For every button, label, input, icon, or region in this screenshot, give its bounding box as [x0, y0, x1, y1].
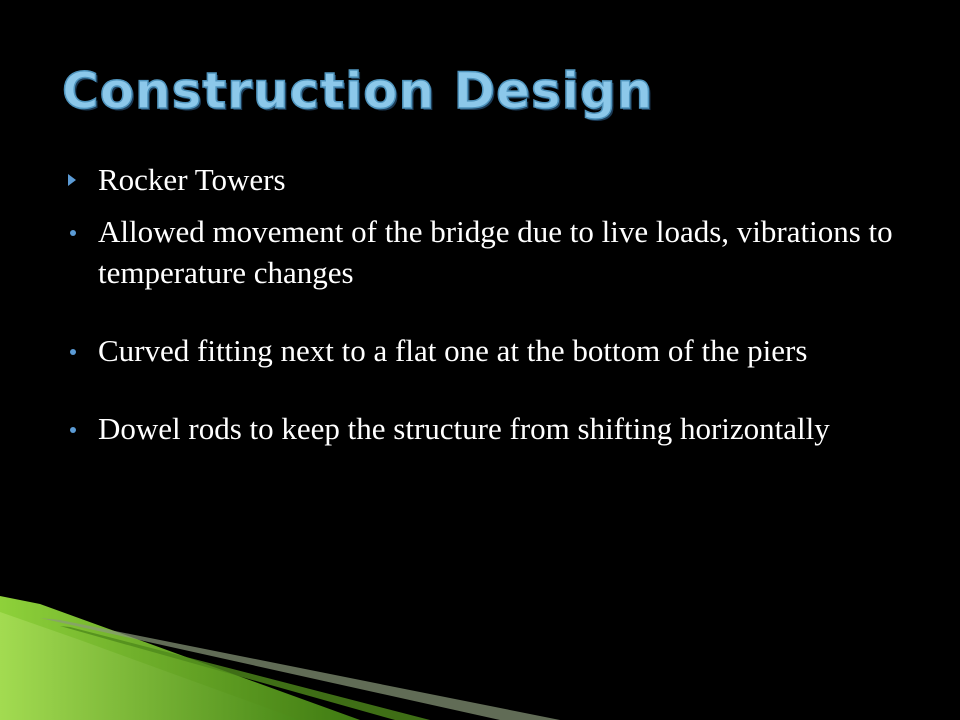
- bullet-item: [68, 160, 898, 200]
- bullet-list: [68, 160, 898, 487]
- bullet-item: [68, 331, 898, 371]
- bullet-item: [68, 212, 898, 293]
- bullet-text: Rocker Towers: [98, 162, 286, 197]
- bullet-text: Dowel rods to keep the structure from shifting horizontally: [98, 411, 830, 447]
- arrow-bullet-icon: [68, 174, 76, 186]
- bullet-text: Allowed movement of the bridge due to live loads, vibrations to temperature changes: [98, 214, 893, 290]
- bullet-text: Curved fitting next to a flat one at the bottom of the piers: [98, 332, 808, 368]
- slide-title: Construction Design: [62, 62, 654, 120]
- bullet-item: [68, 409, 898, 449]
- dot-bullet-icon: [70, 230, 76, 236]
- dot-bullet-icon: [70, 427, 76, 433]
- dot-bullet-icon: [70, 349, 76, 355]
